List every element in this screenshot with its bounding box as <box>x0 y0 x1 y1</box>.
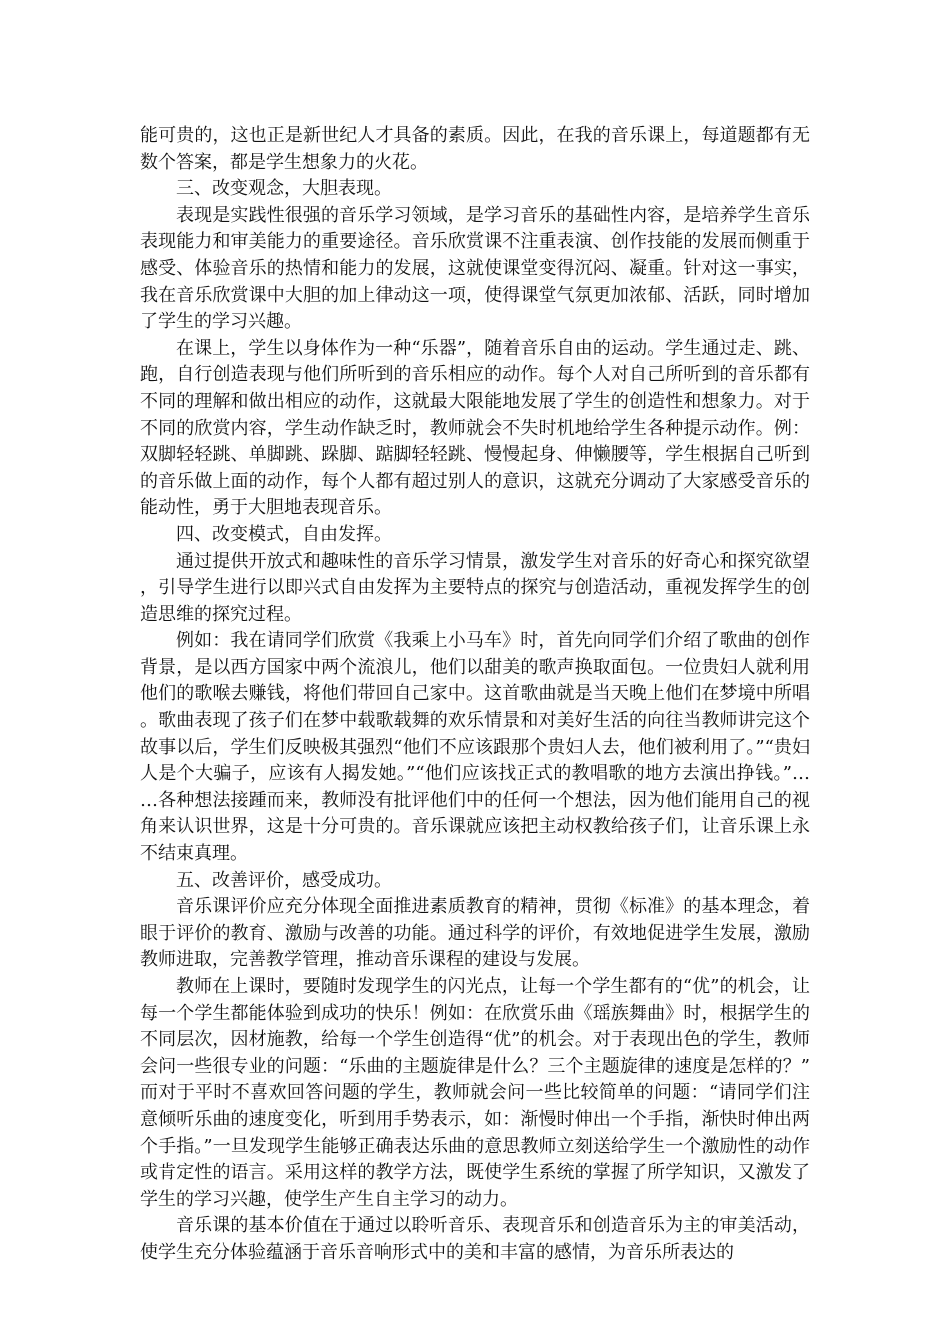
body-paragraph: 在课上，学生以身体作为一种“乐器”，随着音乐自由的运动。学生通过走、跳、跑，自行创造表现与他们所听到的音乐相应的动作。每个人对自己所听到的音乐都有不同的理解和做出相应的动作，这就最大限能地发展了学生的创造性和想象力。对于不同的欣赏内容，学生动作缺乏时，教师就会不失时机地给学生各种提示动作。例：双脚轻轻跳、单脚跳、跺脚、踮脚轻轻跳、慢慢起身、伸懒腰等，学生根据自己听到的音乐做上面的动作，每个人都有超过别人的意识，这就充分调动了大家感受音乐的能动性，勇于大胆地表现音乐。 <box>140 337 810 519</box>
body-paragraph: 通过提供开放式和趣味性的音乐学习情景，激发学生对音乐的好奇心和探究欲望，引导学生进行以即兴式自由发挥为主要特点的探究与创造活动，重视发挥学生的创造思维的探究过程。 <box>140 550 810 625</box>
body-paragraph: 音乐课评价应充分体现全面推进素质教育的精神，贯彻《标准》的基本理念，着眼于评价的教育、激励与改善的功能。通过科学的评价，有效地促进学生发展，激励教师进取，完善教学管理，推动音乐课程的建设与发展。 <box>140 896 810 971</box>
body-paragraph: 例如：我在请同学们欣赏《我乘上小马车》时，首先向同学们介绍了歌曲的创作背景，是以西方国家中两个流浪儿，他们以甜美的歌声换取面包。一位贵妇人就利用他们的歌喉去赚钱，将他们带回自己家中。这首歌曲就是当天晚上他们在梦境中所唱。歌曲表现了孩子们在梦中载歌载舞的欢乐情景和对美好生活的向往当教师讲完这个故事以后，学生们反映极其强烈“他们不应该跟那个贵妇人去，他们被利用了。”“贵妇人是个大骗子，应该有人揭发她。”“他们应该找正式的教唱歌的地方去演出挣钱。”……各种想法接踵而来，教师没有批评他们中的任何一个想法，因为他们能用自己的视角来认识世界，这是十分可贵的。音乐课就应该把主动权教给孩子们，让音乐课上永不结束真理。 <box>140 630 810 865</box>
body-paragraph: 能可贵的，这也正是新世纪人才具备的素质。因此，在我的音乐课上，每道题都有无数个答案，都是学生想象力的火花。 <box>140 125 810 173</box>
document-page <box>140 123 810 1267</box>
section-heading: 三、改变观念，大胆表现。 <box>176 178 392 200</box>
body-paragraph: 教师在上课时，要随时发现学生的闪光点，让每一个学生都有的“优”的机会，让每一个学生都能体验到成功的快乐！例如：在欣赏乐曲《瑶族舞曲》时，根据学生的不同层次，因材施教，给每一个学生创造得“优”的机会。对于表现出色的学生，教师会问一些很专业的问题：“乐曲的主题旋律是什么？三个主题旋律的速度是怎样的？”而对于平时不喜欢回答问题的学生，教师就会问一些比较简单的问题：“请同学们注意倾听乐曲的速度变化，听到用手势表示，如：渐慢时伸出一个手指，渐快时伸出两个手指。”一旦发现学生能够正确表达乐曲的意思教师立刻送给学生一个激励性的动作或肯定性的语言。采用这样的教学方法，既使学生系统的掌握了所学知识，又激发了学生的学习兴趣，使学生产生自主学习的动力。 <box>140 976 810 1210</box>
body-paragraph: 音乐课的基本价值在于通过以聆听音乐、表现音乐和创造音乐为主的审美活动，使学生充分体验蕴涵于音乐音响形式中的美和丰富的感情，为音乐所表达的 <box>140 1215 810 1263</box>
section-heading: 五、改善评价，感受成功。 <box>176 869 392 891</box>
body-paragraph: 表现是实践性很强的音乐学习领域，是学习音乐的基础性内容，是培养学生音乐表现能力和审美能力的重要途径。音乐欣赏课不注重表演、创作技能的发展而侧重于感受、体验音乐的热情和能力的发展，这就使课堂变得沉闷、凝重。针对这一事实，我在音乐欣赏课中大胆的加上律动这一项，使得课堂气氛更加浓郁、活跃，同时增加了学生的学习兴趣。 <box>140 204 810 333</box>
section-heading: 四、改变模式，自由发挥。 <box>176 523 392 545</box>
